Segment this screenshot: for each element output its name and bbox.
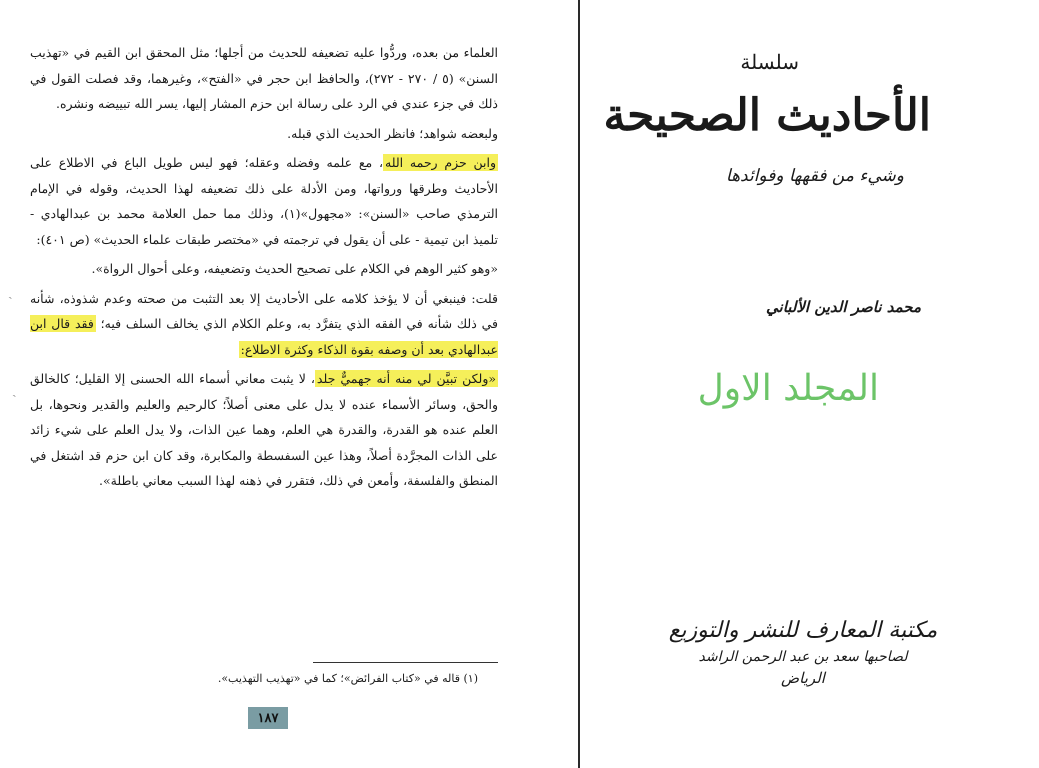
highlighted-text: وابن حزم رحمه الله <box>385 155 496 170</box>
publisher-block <box>653 618 953 687</box>
paragraph <box>30 286 498 363</box>
margin-mark: ˎ <box>12 382 17 398</box>
author-name: محمد ناصر الدين الألباني <box>766 298 921 316</box>
paragraph <box>30 366 498 494</box>
paragraph <box>30 256 498 282</box>
publisher-name: مكتبة المعارف للنشر والتوزيع <box>668 618 938 643</box>
text-segment: «وهو كثير الوهم في الكلام على تصحيح الحديث وتضعيفه، وعلى أحوال الرواة». <box>91 261 498 276</box>
text-segment: ولبعضه شواهد؛ فانظر الحديث الذي قبله. <box>287 125 498 141</box>
footnote: (١) قاله في «كتاب الفرائض»؛ كما في «تهذيب التهذيب». <box>217 672 478 685</box>
text-segment: ، مع علمه وفضله وعقله؛ فهو ليس طويل الباع في الاطلاع على الأحاديث وطرقها ورواتها، ومن الأدلة على ذلك تضعيفه لهذا الحديث، وقوله في الإمام الترمذي صاحب «السنن»: «مجهول»(١)، وذلك مما حمل العلامة محمد بن عبدالهادي - تلميذ ابن تيمية - على أن يقول في ترجمته في «مختصر طبقات علماء الحديث» (ص ٤٠١): <box>30 155 498 247</box>
body-text <box>30 40 498 494</box>
text-segment: ، لا يثبت معاني أسماء الله الحسنى إلا القليل؛ كالخالق والحق، وسائر الأسماء عنده لا يدل على معنى أصلاً؛ كالرحيم والعليم والقدير ونحوها، بل العلم عنده هو القدرة، والقدرة هي العلم، وهما عين الذات، ولا يدل العلم على شيء زائد على الذات المجرَّدة أصلاً، وهذا عين السفسطة والمكابرة، وقد كان ابن حزم قد اشتغل في المنطق والفلسفة، وأمعن في ذلك، فتقرر في ذهنه لهذا السبب معاني باطلة». <box>30 371 498 488</box>
paragraph <box>30 150 498 252</box>
left-page <box>30 40 498 740</box>
text-segment: العلماء من بعده، وردُّوا عليه تضعيفه للحديث من أجلها؛ مثل المحقق ابن القيم في «تهذيب السنن» (٥ / ٢٧٠ - ٢٧٢)، والحافظ ابن حجر في «الفتح»، وغيرهما، وقد فصلت القول في ذلك في جزء عندي في الرد على رسالة ابن حزم المشار إليها، يسر الله تبييضه ونشره. <box>30 45 498 111</box>
page-number: ١٨٧ <box>248 707 288 729</box>
paragraph <box>30 40 498 117</box>
publisher-city: الرياض <box>781 669 825 687</box>
paragraph <box>30 121 498 147</box>
margin-mark: ˎ <box>8 284 13 300</box>
footnote-divider <box>313 662 498 663</box>
book-title: الأحاديث الصحيحة <box>603 90 931 141</box>
volume-label: المجلد الاول <box>697 368 879 409</box>
highlighted-text: فقد قال ابن عبدالهادي بعد أن وصفه بقوة الذكاء وكثرة الاطلاع: <box>30 316 498 357</box>
text-segment: قلت: فينبغي أن لا يؤخذ كلامه على الأحاديث إلا بعد التثبت من صحته وعدم شذوذه، شأنه في ذلك شأنه في الفقه الذي يتفرَّد به، وعلم الكلام الذي يخالف السلف فيه؛ <box>30 290 499 331</box>
right-page-cover <box>580 0 1039 768</box>
highlighted-text: «ولكن تبيَّن لي منه أنه جهميٌّ جلد <box>316 371 497 386</box>
publisher-owner: لصاحبها سعد بن عبد الرحمن الراشد <box>698 649 908 665</box>
series-label: سلسلة <box>740 50 799 74</box>
book-subtitle: وشيء من فقهها وفوائدها <box>725 166 904 186</box>
